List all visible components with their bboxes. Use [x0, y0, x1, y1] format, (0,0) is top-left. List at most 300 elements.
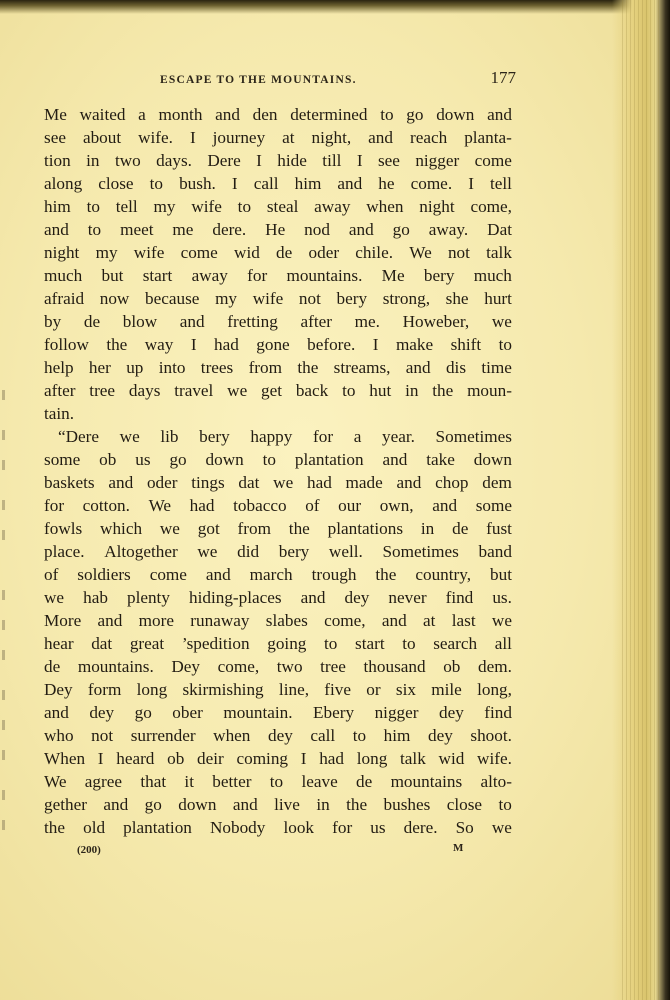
word: form — [87, 680, 122, 699]
word: for — [44, 496, 65, 515]
word: mountains — [390, 772, 463, 791]
word: reach — [409, 128, 448, 147]
word: So — [455, 818, 474, 837]
word: dey — [344, 588, 370, 607]
word: mountains. — [77, 657, 154, 676]
word: he — [378, 174, 395, 193]
word: come, — [324, 611, 366, 630]
word: fowls — [44, 519, 83, 538]
word: in — [86, 151, 100, 170]
word: nigger — [374, 703, 419, 722]
word: wid — [234, 243, 260, 262]
word: for — [247, 266, 268, 285]
text-line — [44, 402, 512, 425]
word: and — [348, 220, 374, 239]
word: Dere — [207, 151, 241, 170]
word: plenty — [126, 588, 170, 607]
word: to — [87, 220, 102, 239]
word: wife. — [138, 128, 173, 147]
word: journey — [212, 128, 266, 147]
word: way — [144, 335, 174, 354]
word: to — [86, 197, 100, 216]
word: and — [179, 312, 205, 331]
word: band — [478, 542, 512, 561]
word: tree — [89, 381, 116, 400]
word: days. — [156, 151, 192, 170]
word: lib — [160, 427, 179, 446]
word: We — [44, 772, 67, 791]
word: we — [491, 611, 512, 630]
word: plantation — [123, 818, 192, 837]
word: back — [295, 381, 329, 400]
word: away. — [428, 220, 469, 239]
text-line — [44, 172, 512, 195]
word: when — [366, 197, 404, 216]
word: till — [322, 151, 342, 170]
word: because — [145, 289, 200, 308]
word: hide — [277, 151, 307, 170]
word: that — [140, 772, 167, 791]
word: de — [44, 657, 61, 676]
word: we — [273, 473, 294, 492]
word: I — [97, 749, 104, 768]
word: last — [451, 611, 476, 630]
word: up — [126, 358, 144, 377]
word: dis — [445, 358, 467, 377]
word: ob — [99, 450, 117, 469]
word: tion — [44, 151, 71, 170]
word: I — [468, 174, 474, 193]
word: dat — [238, 473, 260, 492]
word: along — [44, 174, 83, 193]
text-line — [44, 609, 512, 632]
text-line — [44, 586, 512, 609]
word: in — [316, 795, 330, 814]
text-line — [44, 103, 512, 126]
text-line — [44, 494, 512, 517]
word: night — [419, 197, 455, 216]
word: country, — [415, 565, 472, 584]
word: I — [300, 749, 307, 768]
word: plantation — [294, 450, 364, 469]
text-line — [44, 241, 512, 264]
word: long — [356, 749, 388, 768]
word: better — [212, 772, 252, 791]
word: never — [388, 588, 427, 607]
word: her — [88, 358, 111, 377]
word: close — [446, 795, 483, 814]
word: wife — [191, 197, 222, 216]
word: the — [297, 358, 319, 377]
word: the — [288, 519, 310, 538]
word: wife — [252, 289, 284, 308]
word: Dey — [44, 680, 73, 699]
word: de — [452, 519, 469, 538]
word: the — [375, 565, 397, 584]
word: when — [213, 726, 251, 745]
word: thousand — [363, 657, 426, 676]
word: away — [191, 266, 228, 285]
word: wid — [438, 749, 465, 768]
word: dey — [438, 703, 464, 722]
word: He — [265, 220, 286, 239]
word: at — [423, 611, 436, 630]
word: help — [44, 358, 74, 377]
word: chile. — [355, 243, 393, 262]
word: oder — [308, 243, 340, 262]
word: Me — [44, 105, 67, 124]
text-line — [44, 747, 512, 770]
word: ob — [443, 657, 461, 676]
word: alto- — [480, 772, 512, 791]
word: shoot. — [470, 726, 512, 745]
word: den — [252, 105, 278, 124]
word: and — [103, 795, 129, 814]
word: from — [237, 519, 271, 538]
word: for — [332, 818, 353, 837]
word: trees — [200, 358, 234, 377]
word: leave — [301, 772, 338, 791]
word: talk — [400, 749, 426, 768]
word: in — [420, 519, 435, 538]
word: Altogether — [104, 542, 178, 561]
page-number: 177 — [490, 68, 516, 87]
word: and — [108, 473, 134, 492]
text-line — [44, 356, 512, 379]
word: we — [159, 519, 180, 538]
word: skirmishing — [182, 680, 264, 699]
word: search — [433, 634, 478, 653]
word: she — [445, 289, 469, 308]
word: not — [298, 289, 321, 308]
word: we — [44, 588, 65, 607]
word: I — [231, 174, 238, 193]
word: go — [169, 450, 187, 469]
word: Nobody — [209, 818, 266, 837]
word: my — [95, 243, 118, 262]
word: make — [395, 335, 434, 354]
word: my — [153, 197, 176, 216]
word: come, — [217, 657, 260, 676]
word: hurt — [484, 289, 512, 308]
word: we — [119, 427, 140, 446]
word: bery — [423, 266, 455, 285]
word: and — [44, 220, 69, 239]
word: come — [149, 565, 187, 584]
word: We — [148, 496, 172, 515]
word: and — [396, 473, 422, 492]
word: Sometimes — [435, 427, 512, 446]
word: When — [44, 749, 86, 768]
word: and — [44, 703, 69, 722]
word: live — [274, 795, 300, 814]
word: bery — [199, 427, 230, 446]
word: him — [294, 174, 322, 193]
word: night — [44, 243, 80, 262]
word: tell — [489, 174, 512, 193]
word: hear — [44, 634, 74, 653]
word: de — [83, 312, 101, 331]
word: but — [101, 266, 124, 285]
text-line — [44, 655, 512, 678]
word: night, — [311, 128, 352, 147]
word: de — [356, 772, 373, 791]
word: by — [44, 312, 62, 331]
word: go — [406, 105, 424, 124]
word: and — [300, 588, 326, 607]
word: find — [445, 588, 474, 607]
word: and — [487, 105, 512, 124]
word: him — [383, 726, 411, 745]
word: call — [310, 726, 336, 745]
word: the — [106, 335, 128, 354]
word: come — [474, 151, 512, 170]
word: mountains. — [286, 266, 363, 285]
word: line, — [278, 680, 309, 699]
word: Me — [381, 266, 405, 285]
word: nod — [304, 220, 330, 239]
word: a — [138, 105, 146, 124]
word: “Dere — [58, 427, 100, 446]
word: soldiers — [77, 565, 131, 584]
word: dey — [427, 726, 453, 745]
word: we — [491, 312, 512, 331]
word: slabes — [265, 611, 308, 630]
text-line — [44, 770, 512, 793]
word: to — [352, 726, 367, 745]
word: long, — [477, 680, 512, 699]
word: us. — [492, 588, 512, 607]
word: had — [189, 496, 215, 515]
word: it — [184, 772, 194, 791]
word: made — [345, 473, 383, 492]
word: happy — [250, 427, 293, 446]
word: down — [205, 450, 244, 469]
word: my — [215, 289, 238, 308]
word: I — [256, 151, 262, 170]
text-line — [44, 425, 512, 448]
word: much — [44, 266, 83, 285]
word: go — [392, 220, 410, 239]
word: tobacco — [233, 496, 287, 515]
word: bery — [336, 289, 368, 308]
word: go — [144, 795, 162, 814]
word: to — [342, 381, 356, 400]
word: Howeber, — [402, 312, 470, 331]
word: plantations — [327, 519, 404, 538]
word: go — [134, 703, 152, 722]
word: at — [282, 128, 295, 147]
word: and — [432, 496, 458, 515]
word: not — [91, 726, 114, 745]
word: see — [377, 151, 400, 170]
text-line — [44, 816, 512, 839]
word: fust — [486, 519, 512, 538]
word: tell — [115, 197, 138, 216]
word: cotton. — [82, 496, 130, 515]
text-line — [44, 701, 512, 724]
text-line — [44, 517, 512, 540]
word: surrender — [130, 726, 196, 745]
word: into — [158, 358, 186, 377]
word: take — [426, 450, 455, 469]
word: some — [44, 450, 81, 469]
word: time — [481, 358, 512, 377]
word: chop — [435, 473, 469, 492]
word: me. — [354, 312, 380, 331]
word: shift — [450, 335, 482, 354]
word: I — [372, 335, 379, 354]
word: dem. — [478, 657, 512, 676]
text-line — [44, 264, 512, 287]
word: dey — [89, 703, 115, 722]
word: him — [44, 197, 71, 216]
word: I — [190, 335, 197, 354]
running-title: ESCAPE TO THE MOUNTAINS. — [160, 74, 357, 86]
word: from — [248, 358, 282, 377]
word: tree — [320, 657, 346, 676]
text-line — [44, 126, 512, 149]
word: to — [380, 105, 394, 124]
word: Dey — [171, 657, 201, 676]
word: we — [491, 818, 512, 837]
word: old — [83, 818, 106, 837]
word: streams, — [333, 358, 391, 377]
word: afraid — [44, 289, 85, 308]
word: but — [490, 565, 512, 584]
text-line — [44, 540, 512, 563]
word: We — [409, 243, 432, 262]
word: agree — [84, 772, 123, 791]
text-line — [44, 563, 512, 586]
page-edge-lines — [622, 0, 662, 1000]
word: determined — [290, 105, 368, 124]
word: find — [484, 703, 512, 722]
word: after — [300, 312, 332, 331]
word: de — [276, 243, 293, 262]
word: dere. — [403, 818, 438, 837]
word: hut — [369, 381, 392, 400]
body-text — [44, 103, 512, 839]
word: I — [189, 128, 196, 147]
text-line — [44, 632, 512, 655]
text-line — [44, 724, 512, 747]
word: march — [249, 565, 293, 584]
word: travel — [174, 381, 214, 400]
word: had — [319, 749, 345, 768]
word: great — [129, 634, 165, 653]
word: hab — [83, 588, 108, 607]
word: heard — [116, 749, 155, 768]
word: planta- — [464, 128, 512, 147]
word: look — [283, 818, 315, 837]
running-header — [160, 68, 516, 92]
word: more — [138, 611, 174, 630]
word: and — [405, 358, 431, 377]
word: and — [368, 128, 393, 147]
word: now — [99, 289, 130, 308]
word: our — [338, 496, 362, 515]
word: Ebery — [313, 703, 355, 722]
word: before. — [307, 335, 356, 354]
text-line — [44, 218, 512, 241]
word: ober — [172, 703, 203, 722]
word: runaway — [190, 611, 250, 630]
word: come, — [470, 197, 512, 216]
word: close — [98, 174, 134, 193]
word: bery — [278, 542, 310, 561]
word: ’spedition — [181, 634, 250, 653]
word: start — [355, 634, 385, 653]
word: gether — [44, 795, 87, 814]
word: much — [473, 266, 512, 285]
word: mountain. — [223, 703, 293, 722]
word: well. — [328, 542, 363, 561]
text-line — [44, 448, 512, 471]
word: tings — [191, 473, 225, 492]
word: strong, — [382, 289, 430, 308]
word: ob — [167, 749, 185, 768]
word: own, — [379, 496, 414, 515]
text-line — [44, 195, 512, 218]
word: see — [44, 128, 66, 147]
word: come — [180, 243, 218, 262]
word: wife — [133, 243, 165, 262]
word: bush. — [179, 174, 216, 193]
word: me — [172, 220, 194, 239]
signature-number: (200) — [77, 844, 101, 856]
word: and — [382, 450, 408, 469]
word: all — [494, 634, 512, 653]
word: got — [197, 519, 220, 538]
word: to — [149, 174, 164, 193]
word: and — [205, 565, 231, 584]
word: the — [346, 795, 368, 814]
word: us — [135, 450, 151, 469]
word: for — [313, 427, 334, 446]
word: trough — [311, 565, 357, 584]
word: dat — [91, 634, 113, 653]
word: and — [381, 611, 407, 630]
word: the — [432, 381, 454, 400]
word: More — [44, 611, 82, 630]
word: down — [473, 450, 512, 469]
word: about — [82, 128, 122, 147]
word: blow — [122, 312, 158, 331]
word: to — [262, 450, 276, 469]
word: tain. — [44, 404, 75, 423]
word: had — [214, 335, 239, 354]
text-line — [44, 287, 512, 310]
word: of — [305, 496, 320, 515]
word: month — [158, 105, 203, 124]
word: to — [237, 197, 252, 216]
word: long — [136, 680, 168, 699]
word: six — [395, 680, 416, 699]
word: follow — [44, 335, 89, 354]
word: who — [44, 726, 74, 745]
word: we — [227, 381, 248, 400]
word: get — [261, 381, 283, 400]
text-line — [44, 310, 512, 333]
word: after — [44, 381, 76, 400]
word: and — [97, 611, 123, 630]
word: dem — [482, 473, 512, 492]
word: five — [324, 680, 352, 699]
word: talk — [486, 243, 512, 262]
word: I — [356, 151, 363, 170]
word: steal — [266, 197, 299, 216]
